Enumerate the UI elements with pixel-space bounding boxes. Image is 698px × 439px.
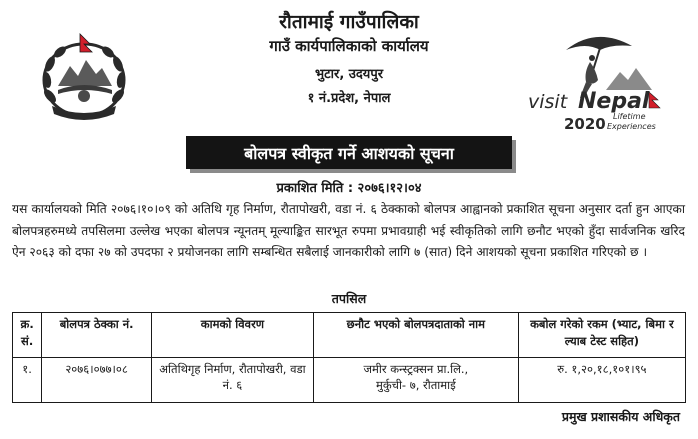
notice-title: बोलपत्र स्वीकृत गर्ने आशयको सूचना	[244, 143, 454, 163]
header-contract-no: बोलपत्र ठेक्का नं.	[42, 313, 152, 358]
cell-bidder	[313, 358, 518, 403]
logo-year: 2020	[564, 115, 606, 133]
published-date: प्रकाशित मिति : २०७६।१२।०४	[276, 181, 422, 196]
logo-tagline-2: Experiences	[607, 122, 656, 131]
org-name: रौतामाई गाउँपालिका	[279, 11, 419, 33]
cell-contract-no: २०७६।०७७।०८	[42, 358, 152, 403]
header-work: कामको विवरण	[151, 313, 313, 358]
table-header-row	[13, 313, 686, 358]
visit-word: visit	[528, 91, 568, 113]
notice-title-banner	[186, 136, 512, 169]
office-name: गाउँ कार्यपालिकाको कार्यालय	[269, 37, 429, 55]
nepal-flag-icon	[649, 92, 660, 108]
bid-table	[12, 312, 686, 403]
header-bidder: छनौट भएको बोलपत्रदाताको नाम	[313, 313, 518, 358]
nepal-word: Nepal	[578, 89, 650, 114]
cell-sn: १.	[13, 358, 42, 403]
signatory-title: प्रमुख प्रशासकीय अधिकृत	[561, 409, 680, 424]
table-row	[13, 358, 686, 403]
address-line-2: १ नं.प्रदेश, नेपाल	[307, 91, 391, 106]
visit-nepal-logo	[528, 28, 664, 136]
cell-work: अतिथिगृह निर्माण, रौतापोखरी, वडा नं. ६	[151, 358, 313, 403]
bidder-address: मुर्कुची- ७, रौतामाई	[375, 378, 456, 392]
bidder-name: जमीर कन्स्ट्रक्सन प्रा.लि.,	[363, 362, 469, 376]
header-amount: कबोल गरेको रकम (भ्याट, बिमा र ल्याब टेस्ट सहित)	[518, 313, 685, 358]
schedule-heading: तपसिल	[331, 291, 367, 306]
logo-tagline-1: Lifetime	[613, 112, 646, 121]
notice-body: यस कार्यालयको मिति २०७६।१०।०९ को अतिथि गृह निर्माण, रौतापोखरी, वडा नं. ६ ठेक्काको बोलपत्र आह्वानको प्रकाशित सूचना अनुसार दर्ता हुन आएका बोलपत्रहरुमध्ये तपसिलमा उल्लेख भएका बोलपत्र न्यूनतम् मूल्याङ्कित सारभूत रुपमा प्रभावग्राही भई स्वीकृतिको लागि छनौट भएको हुँदा सार्वजनिक खरिद ऐन २०६३ को दफा २७ को उपदफा २ प्रयोजनका लागि सम्बन्धित सबैलाई जानकारीको लागि ७ (सात) दिने आशयको सूचना प्रकाशित गरिएको छ ।	[12, 202, 685, 259]
cell-amount: रु. १,२०,१८,१०१।९५	[518, 358, 685, 403]
address-line-1: भुटार, उदयपुर	[314, 67, 384, 82]
header-sn: क्र. सं.	[13, 313, 42, 358]
